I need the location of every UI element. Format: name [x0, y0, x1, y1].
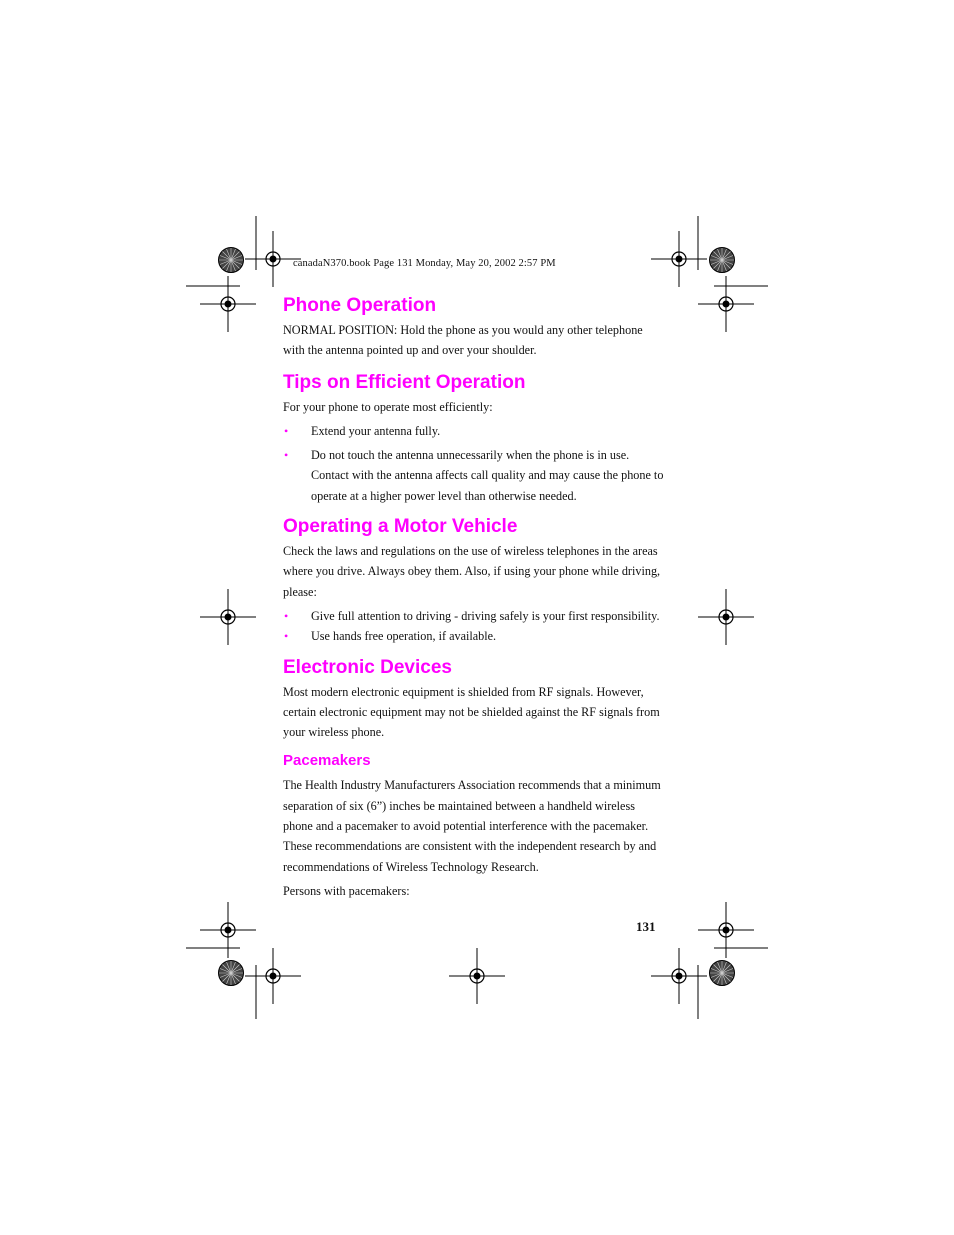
section-tips-efficient-operation [283, 370, 667, 506]
bullet-icon: • [284, 423, 289, 438]
heading-operating-motor-vehicle: Operating a Motor Vehicle [283, 516, 518, 538]
paragraph-vehicle-intro: Check the laws and regulations on the use of wireless telephones in the areas where you drive. Always obey them. Also, if using your phone while driving, please: [283, 544, 661, 599]
heading-tips-efficient-operation: Tips on Efficient Operation [283, 371, 526, 393]
list-item [283, 626, 667, 646]
heading-electronic-devices: Electronic Devices [283, 656, 452, 678]
page-content [283, 293, 667, 901]
list-item-text: Use hands free operation, if available. [311, 629, 497, 644]
bullet-icon: • [284, 448, 289, 463]
paragraph-normal-position: NORMAL POSITION: Hold the phone as you would any other telephone with the antenna pointed up and over your shoulder. [283, 323, 643, 358]
heading-pacemakers: Pacemakers [283, 752, 371, 770]
paragraph-tips-intro: For your phone to operate most efficiently: [283, 399, 493, 414]
list-item-text: Do not touch the antenna unnecessarily when the phone is in use. Contact with the antenna affects call quality and may cause the phone to operate at a higher power level than otherwise needed. [311, 448, 664, 503]
list-item [283, 421, 667, 441]
heading-phone-operation: Phone Operation [283, 295, 437, 316]
paragraph-persons-with-pacemakers: Persons with pacemakers: [283, 883, 410, 898]
list-item-text: Extend your antenna fully. [311, 423, 441, 438]
vehicle-bullet-list [283, 606, 667, 647]
paragraph-electronic-devices: Most modern electronic equipment is shielded from RF signals. However, certain electronic equipment may not be shielded against the RF signals from your wireless phone. [283, 684, 660, 740]
bullet-icon: • [284, 608, 289, 623]
paragraph-pacemakers: The Health Industry Manufacturers Association recommends that a minimum separation of six (6”) inches be maintained between a handheld wireless phone and a pacemaker to avoid potential interference with the pacemaker. These recommendations are consistent with the independent research by and recommendations of Wireless Technology Research. [283, 778, 661, 874]
section-electronic-devices [283, 655, 667, 743]
list-item [283, 445, 667, 506]
section-phone-operation [283, 293, 667, 361]
tips-bullet-list [283, 421, 667, 506]
list-item [283, 606, 667, 626]
bullet-icon: • [284, 629, 289, 644]
section-operating-motor-vehicle [283, 514, 667, 646]
book-file-header: canadaN370.book Page 131 Monday, May 20, 2002 2:57 PM [293, 258, 556, 269]
list-item-text: Give full attention to driving - driving safely is your first responsibility. [311, 608, 660, 623]
section-pacemakers [283, 750, 667, 901]
page-number: 131 [636, 919, 656, 934]
